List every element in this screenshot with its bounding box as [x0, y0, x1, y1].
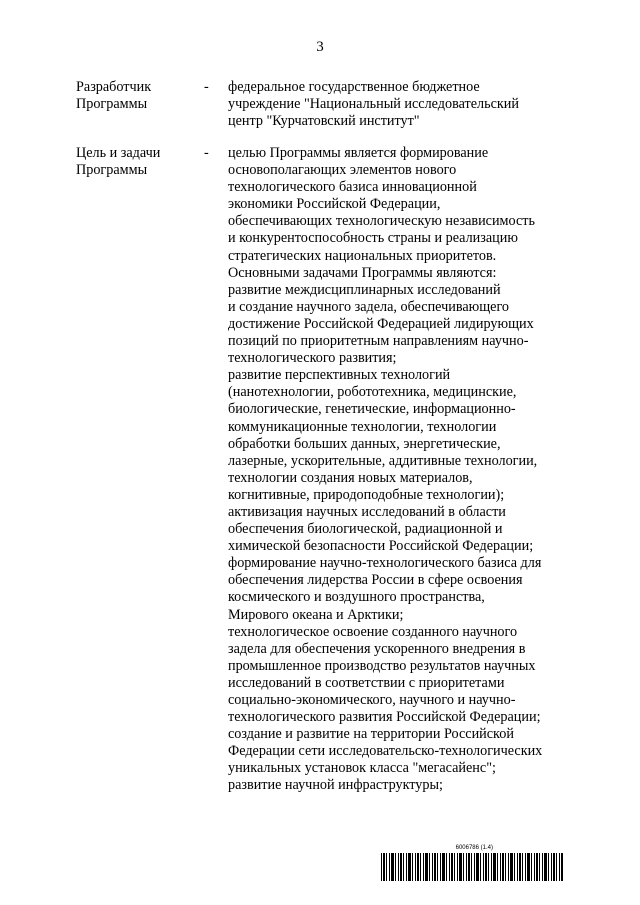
text-line: технологического базиса инновационной: [228, 179, 477, 196]
label-line: Программы: [76, 162, 148, 179]
text-line: (нанотехнологии, робототехника, медицинские,: [228, 384, 517, 401]
text-line: целью Программы является формирование: [228, 145, 489, 161]
row-value-goals: [228, 145, 578, 795]
page-number: 3: [316, 39, 324, 55]
text-line: лазерные, ускорительные, аддитивные технологии,: [228, 452, 538, 469]
text-line: Мирового океана и Арктики;: [228, 606, 404, 623]
label-line: Разработчик: [76, 79, 152, 95]
dash: -: [204, 145, 209, 161]
barcode-block: [381, 845, 563, 881]
text-line: учреждение "Национальный исследовательский: [228, 96, 519, 113]
text-line: когнитивные, природоподобные технологии);: [228, 486, 505, 503]
label-line: Цель и задачи: [76, 145, 161, 161]
text-line: обеспечения лидерства России в сфере освоения: [228, 572, 523, 589]
text-line: позиций по приоритетным направлениям научно-: [228, 333, 529, 350]
text-line: и создание научного задела, обеспечивающего: [228, 298, 510, 315]
text-line: исследований в соответствии с приоритетами: [228, 674, 505, 691]
dash: -: [204, 79, 209, 95]
text-line: и конкурентоспособность страны и реализацию: [228, 230, 518, 247]
text-line: основополагающих элементов нового: [228, 162, 457, 179]
label-line: Программы: [76, 96, 148, 113]
text-line: активизация научных исследований в области: [228, 503, 506, 520]
text-line: развитие междисциплинарных исследований: [228, 281, 501, 298]
text-line: космического и воздушного пространства,: [228, 589, 485, 606]
text-line: развитие перспективных технологий: [228, 367, 451, 384]
barcode-image: [381, 853, 563, 881]
text-line: коммуникационные технологии, технологии: [228, 418, 497, 435]
row-value-developer: [228, 79, 578, 130]
barcode-number: 6006786 (1.4): [455, 845, 493, 851]
text-line: задела для обеспечения ускоренного внедрения в: [228, 640, 526, 657]
text-line: федеральное государственное бюджетное: [228, 79, 480, 95]
text-line: биологические, генетические, информационно-: [228, 401, 516, 418]
row-label-developer: [76, 79, 196, 113]
text-line: технологии создания новых материалов,: [228, 469, 473, 486]
text-line: Федерации сети исследовательско-технологических: [228, 743, 543, 760]
text-line: центр "Курчатовский институт": [228, 113, 420, 130]
text-line: уникальных установок класса "мегасайенс";: [228, 760, 496, 777]
text-line: стратегических национальных приоритетов.: [228, 247, 497, 264]
text-line: Основными задачами Программы являются:: [228, 264, 497, 281]
text-line: обработки больших данных, энергетические,: [228, 435, 501, 452]
text-line: технологического развития;: [228, 350, 397, 367]
text-line: технологического развития Российской Федерации;: [228, 709, 541, 726]
text-line: развитие научной инфраструктуры;: [228, 777, 443, 794]
text-line: создание и развитие на территории Российской: [228, 726, 514, 743]
text-line: социально-экономического, научного и научно-: [228, 692, 516, 708]
row-label-goals: [76, 145, 196, 179]
text-line: химической безопасности Российской Федерации;: [228, 538, 534, 555]
text-line: обеспечивающих технологическую независимость: [228, 213, 535, 230]
text-line: технологическое освоение созданного научного: [228, 623, 518, 640]
text-line: формирование научно-технологического базиса для: [228, 555, 542, 572]
text-line: промышленное производство результатов научных: [228, 657, 536, 674]
text-line: достижение Российской Федерацией лидирующих: [228, 315, 534, 332]
text-line: экономики Российской Федерации,: [228, 196, 441, 213]
text-line: обеспечения биологической, радиационной и: [228, 521, 503, 538]
